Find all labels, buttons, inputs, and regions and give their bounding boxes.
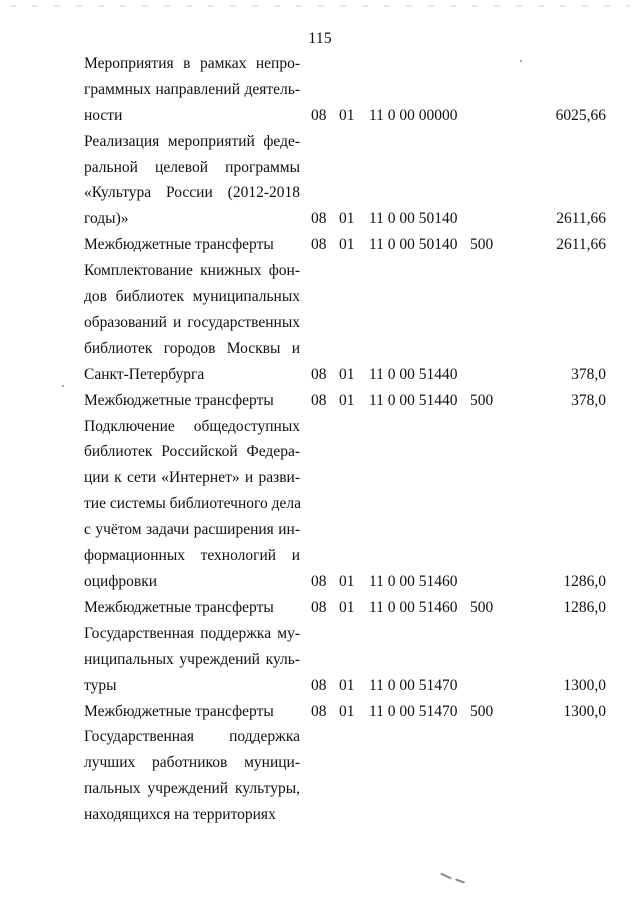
subsection-code: 01 [339,365,355,383]
row-description-line: ниципальных учреждений куль- [84,650,300,668]
target-article-code: 11 0 00 51470 [369,702,458,720]
row-description-line: годы)» [84,210,129,228]
target-article-code: 11 0 00 51460 [369,598,458,616]
section-code: 08 [311,365,327,383]
scan-speck [440,873,452,880]
target-article-code: 11 0 00 51470 [369,676,458,694]
target-article-code: 11 0 00 51440 [369,391,458,409]
row-description-line: «Культура России (2012-2018 [84,184,300,202]
row-description-line: библиотек Российской Федера- [84,443,300,461]
row-description-line: ральной целевой программы [84,158,300,176]
section-code: 08 [311,210,327,228]
scan-speck [62,385,64,387]
row-description-line: Межбюджетные трансферты [84,598,274,616]
row-description-line: Подключение общедоступных [84,417,300,435]
section-code: 08 [311,598,327,616]
expense-type-code: 500 [470,598,494,616]
row-description-line: Государственная поддержка [84,728,300,746]
row-description-line: Межбюджетные трансферты [84,702,274,720]
section-code: 08 [311,572,327,590]
row-description-line: оцифровки [84,572,158,590]
amount-value: 378,0 [571,365,606,383]
row-description-line: находящихся на территориях [84,806,276,824]
subsection-code: 01 [339,676,355,694]
row-description-line: пальных учреждений культуры, [84,780,300,798]
section-code: 08 [311,676,327,694]
row-description-line: Государственная поддержка му- [84,624,300,642]
target-article-code: 11 0 00 00000 [369,106,458,124]
section-code: 08 [311,236,327,254]
row-description-line: Межбюджетные трансферты [84,236,274,254]
scan-speck [520,60,522,62]
row-description-line: дов библиотек муниципальных [84,288,300,306]
row-description-line: граммных направлений деятель- [84,80,300,98]
expense-type-code: 500 [470,391,494,409]
row-description-line: туры [84,676,117,694]
scan-artifact-top [10,5,630,7]
amount-value: 6025,66 [555,106,606,124]
amount-value: 1286,0 [563,598,606,616]
subsection-code: 01 [339,391,355,409]
scan-speck [455,878,465,883]
row-description-line: образований и государственных [84,313,300,331]
amount-value: 2611,66 [556,236,606,254]
target-article-code: 11 0 00 51460 [369,572,458,590]
subsection-code: 01 [339,572,355,590]
row-description-line: Мероприятия в рамках непро- [84,55,300,72]
amount-value: 2611,66 [556,210,606,228]
target-article-code: 11 0 00 50140 [369,210,458,228]
target-article-code: 11 0 00 50140 [369,236,458,254]
row-description-line: Реализация мероприятий феде- [84,132,300,150]
row-description-line: Межбюджетные трансферты [84,391,274,409]
row-description-line: библиотек городов Москвы и [84,339,300,357]
section-code: 08 [311,702,327,720]
amount-value: 378,0 [571,391,606,409]
subsection-code: 01 [339,210,355,228]
subsection-code: 01 [339,236,355,254]
expense-type-code: 500 [470,236,494,254]
section-code: 08 [311,391,327,409]
row-description-line: лучших работников муници- [84,754,300,772]
amount-value: 1300,0 [563,702,606,720]
subsection-code: 01 [339,702,355,720]
target-article-code: 11 0 00 51440 [369,365,458,383]
amount-value: 1300,0 [563,676,606,694]
row-description-line: ции к сети «Интернет» и разви- [84,469,300,487]
row-description-line: Комплектование книжных фон- [84,262,300,280]
row-description-line: ности [84,106,123,124]
subsection-code: 01 [339,106,355,124]
row-description-line: с учётом задачи расширения ин- [84,521,300,539]
row-description-line: тие системы библиотечного дела [84,495,301,513]
page-number: 115 [308,30,332,47]
expense-type-code: 500 [470,702,494,720]
amount-value: 1286,0 [563,572,606,590]
row-description-line: Санкт-Петербурга [84,365,205,383]
row-description-line: формационных технологий и [84,547,300,565]
section-code: 08 [311,106,327,124]
subsection-code: 01 [339,598,355,616]
